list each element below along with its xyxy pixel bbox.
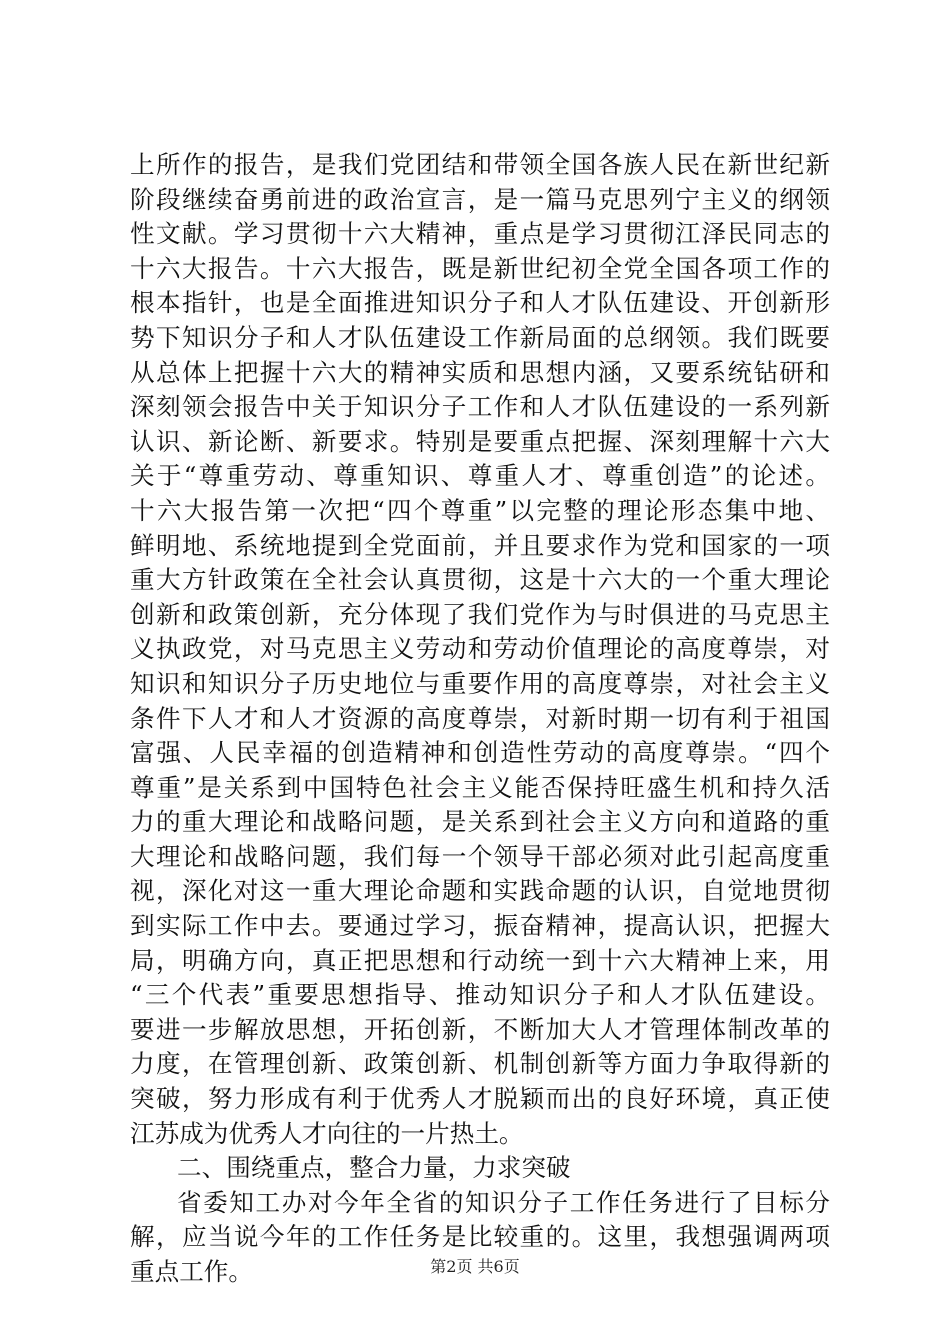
section-heading: 二、围绕重点，整合力量，力求突破 [177,1153,571,1183]
text-line: 创新和政策创新，充分体现了我们党作为与时俱进的马克思主 [130,599,830,629]
text-line: 认识、新论断、新要求。特别是要重点把握、深刻理解十六大 [130,426,830,456]
text-line: 关于“尊重劳动、尊重知识、尊重人才、尊重创造”的论述。 [130,461,830,491]
text-line: 重大方针政策在全社会认真贯彻，这是十六大的一个重大理论 [130,565,830,595]
text-line: 力度，在管理创新、政策创新、机制创新等方面力争取得新的 [130,1049,830,1079]
text-line: 要进一步解放思想，开拓创新，不断加大人才管理体制改革的 [130,1014,830,1044]
text-line: 阶段继续奋勇前进的政治宣言，是一篇马克思列宁主义的纲领 [130,184,830,214]
text-line: 省委知工办对今年全省的知识分子工作任务进行了目标分 [177,1187,830,1217]
text-line: 知识和知识分子历史地位与重要作用的高度尊崇，对社会主义 [130,668,830,698]
text-line: 局，明确方向，真正把思想和行动统一到十六大精神上来，用 [130,945,830,975]
text-line: 深刻领会报告中关于知识分子工作和人才队伍建设的一系列新 [130,392,830,422]
text-line: 突破，努力形成有利于优秀人才脱颖而出的良好环境，真正使 [130,1084,830,1114]
text-line: 势下知识分子和人才队伍建设工作新局面的总纲领。我们既要 [130,322,830,352]
text-line: 江苏成为优秀人才向往的一片热土。 [130,1118,524,1148]
text-line: 到实际工作中去。要通过学习，振奋精神，提高认识，把握大 [130,911,830,941]
text-line: 性文献。学习贯彻十六大精神，重点是学习贯彻江泽民同志的 [130,219,830,249]
text-line: “三个代表”重要思想指导、推动知识分子和人才队伍建设。 [130,980,830,1010]
text-line: 重点工作。 [130,1257,253,1286]
text-line: 根本指针，也是全面推进知识分子和人才队伍建设、开创新形 [130,288,830,318]
text-line: 大理论和战略问题，我们每一个领导干部必须对此引起高度重 [130,841,830,871]
text-line: 鲜明地、系统地提到全党面前，并且要求作为党和国家的一项 [130,530,830,560]
text-line: 解，应当说今年的工作任务是比较重的。这里，我想强调两项 [130,1222,830,1252]
text-line: 义执政党，对马克思主义劳动和劳动价值理论的高度尊崇，对 [130,634,830,664]
text-line: 十六大报告。十六大报告，既是新世纪初全党全国各项工作的 [130,253,830,283]
text-line: 十六大报告第一次把“四个尊重”以完整的理论形态集中地、 [130,495,830,525]
text-line: 条件下人才和人才资源的高度尊崇，对新时期一切有利于祖国 [130,703,830,733]
page-number-footer: 第2页 共6页 [430,1257,520,1276]
document-body [130,148,830,1290]
text-line: 视，深化对这一重大理论命题和实践命题的认识，自觉地贯彻 [130,876,830,906]
text-line: 从总体上把握十六大的精神实质和思想内涵，又要系统钻研和 [130,357,830,387]
text-line: 上所作的报告，是我们党团结和带领全国各族人民在新世纪新 [130,150,830,179]
text-line: 富强、人民幸福的创造精神和创造性劳动的高度尊崇。“四个 [130,738,830,768]
text-line: 力的重大理论和战略问题，是关系到社会主义方向和道路的重 [130,807,830,837]
text-line: 尊重”是关系到中国特色社会主义能否保持旺盛生机和持久活 [130,772,830,802]
